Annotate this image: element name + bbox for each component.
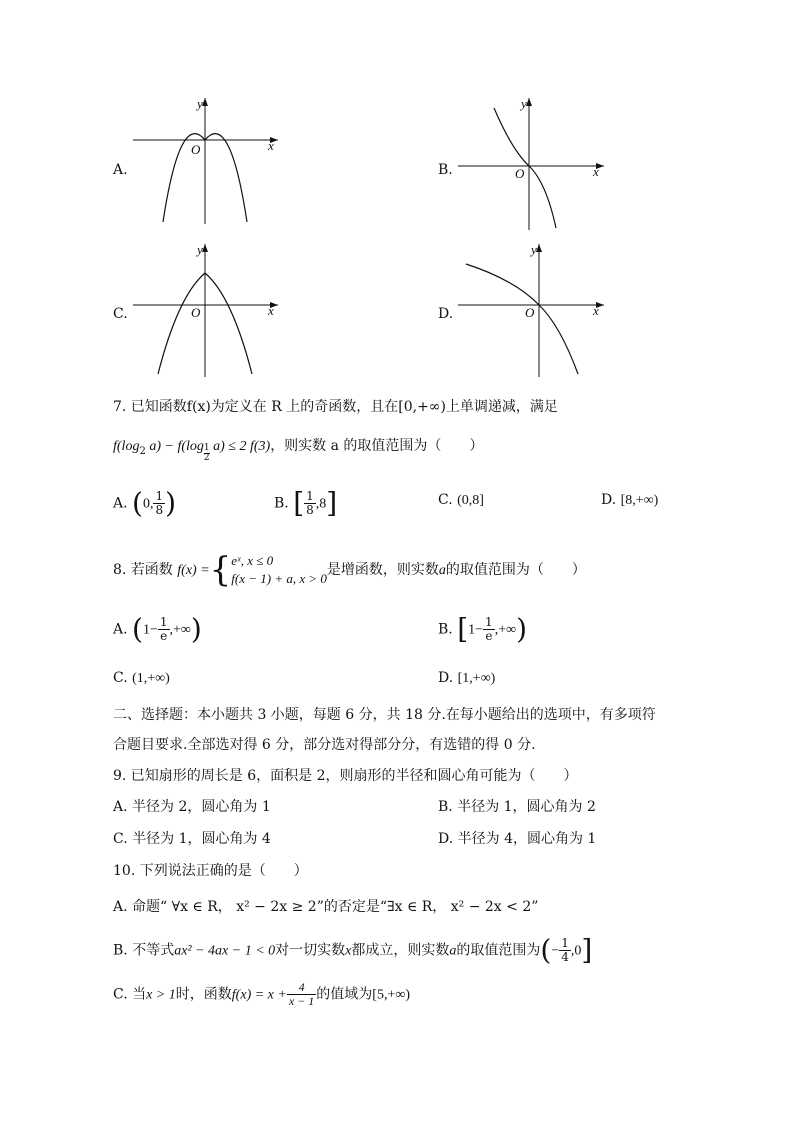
graph-a-o: O [191,142,201,157]
q8-b-num: 1 [485,615,493,629]
q7-subfrac-den: 2 [203,453,210,463]
q10-b-num: 1 [561,936,569,950]
q8-b-rparen: ) [516,612,528,646]
graph-c-label: C. [113,306,128,322]
q7-option-b[interactable] [274,486,338,520]
q10-b-avar: a [449,943,457,959]
q10-c-b: 时，函数 [175,986,232,1003]
q7-a-left: 0, [142,496,154,512]
q10-b-x: x [345,943,352,959]
q7-cond-a: f(log [113,439,140,454]
section2-line1: 二、选择题：本小题共 3 小题，每题 6 分，共 18 分.在每小题给出的选项中，有多项符 [113,707,656,723]
q8-option-a[interactable] [113,612,202,646]
q7-cond-f: a) ≤ 2 f(3) [209,439,271,454]
q8-brace: { [209,550,232,590]
q10-c-cond: x > 1 [146,987,176,1003]
q10-c-range: [5,+∞) [372,987,410,1003]
graph-d-label: D. [438,306,454,322]
q8-b-frac [483,616,495,643]
q8-a-lparen: ( [132,612,143,646]
q10-b-d: 的取值范围为 [456,942,541,959]
q8-b-right: ,+∞ [494,622,517,638]
section2-line2: 合题目要求.全部选对得 6 分，部分选对得部分分，有选错的得 0 分. [113,737,536,753]
q10-c-c: 的值域为 [316,986,373,1003]
q10-b-frac [559,937,571,964]
q8-case1: eˣ, x ≤ 0 [231,553,274,568]
q10-b-c: 都成立，则实数 [351,942,450,959]
q8-a-right: ,+∞ [169,622,191,638]
q9-stem: 9. 已知扇形的周长是 6，面积是 2，则扇形的半径和圆心角可能为（ ） [113,768,578,784]
q7-cond-b: 2 [139,445,146,457]
q8-cases [231,552,327,588]
q7-cond-c: a) − f(log [145,439,204,454]
q8-stem-b: 是增函数，则实数 [326,562,439,578]
graph-d [0,0,794,394]
q10-c-frac [287,981,316,1008]
q7-condition [113,436,483,463]
q8-option-c[interactable] [113,668,170,689]
q8-c-label: C. [113,670,128,686]
q8-a-rparen: ) [190,612,202,646]
q10-b-lparen: ( [540,933,552,967]
graph-c-y: y [197,242,203,257]
q7-d-val: [8,+∞) [620,493,659,508]
q7-a-den: 8 [155,503,164,517]
graph-b-x: x [593,164,599,179]
q7-subfrac-num: 1 [203,443,210,453]
q7-b-right: ,8 [315,496,327,512]
graph-c-o: O [191,305,201,320]
q7-d-label: D. [601,492,617,508]
graph-c-x: x [268,303,274,318]
q8-stem [113,552,586,588]
q7-b-lbracket: [ [293,486,305,520]
q7-option-a[interactable] [113,486,177,520]
graph-b-y: y [521,96,527,111]
q9-option-a[interactable]: A. 半径为 2，圆心角为 1 [113,799,271,815]
q8-b-label: B. [438,621,453,638]
q7-b-rbracket: ] [326,486,338,520]
q8-a-left: 1− [142,622,158,638]
q7-stem: 7. 已知函数f(x)为定义在 R 上的奇函数，且在[0,+∞)上单调递减，满足 [113,399,558,415]
graph-d-svg [0,0,794,390]
curve [466,264,578,374]
q7-b-den: 8 [306,503,314,517]
q8-c-val: (1,+∞) [132,671,170,686]
q9-option-b[interactable]: B. 半径为 1，圆心角为 2 [438,799,596,815]
graph-b-o: O [515,166,525,181]
q8-d-label: D. [438,670,454,686]
q8-b-den: e [485,629,493,643]
q10-b-a: B. 不等式 [113,942,175,959]
q10-option-c[interactable] [113,981,410,1008]
graph-d-o: O [525,305,535,320]
q8-stem-c: 的取值范围为（ ） [445,562,586,578]
q7-c-label: C. [438,492,453,508]
q10-b-expr: ax² − 4ax − 1 < 0 [174,943,276,959]
q10-stem: 10. 下列说法正确的是（ ） [113,863,308,879]
q10-c-den: x − 1 [288,994,315,1008]
q8-a-num: 1 [159,615,168,629]
q7-a-rparen: ) [165,486,177,520]
q7-b-frac [304,490,316,517]
q8-option-b[interactable] [438,612,528,646]
q9-option-d[interactable]: D. 半径为 4，圆心角为 1 [438,831,597,847]
graph-a-x: x [268,138,274,153]
q10-option-a[interactable]: A. 命题“ ∀x ∈ R， x² − 2x ≥ 2”的否定是“∃x ∈ R， x² − 2x < 2” [113,899,539,915]
q10-b-right: ,0 [570,943,582,959]
q7-a-label: A. [113,495,128,512]
q7-a-num: 1 [155,489,164,503]
q8-stem-a: 8. 若函数 [113,562,173,578]
q7-option-d[interactable] [601,490,658,511]
q7-option-c[interactable] [438,490,484,511]
q8-d-val: [1,+∞) [457,671,496,686]
q7-tail: ，则实数 a 的取值范围为（ ） [270,438,484,454]
q7-a-lparen: ( [132,486,143,520]
graph-a-y: y [197,96,203,111]
graph-b-label: B. [438,162,453,178]
q8-a-frac [158,616,170,643]
q10-c-a: C. 当 [113,986,147,1003]
q8-fx: f(x) = [177,563,210,578]
q7-a-frac [153,490,165,517]
graph-a-label: A. [113,162,128,178]
q8-case2: f(x − 1) + a, x > 0 [231,571,327,586]
q10-b-minus: − [551,943,560,959]
q8-b-lbracket: [ [457,612,469,646]
q10-c-num: 4 [287,981,316,995]
q7-c-val: (0,8] [457,493,484,508]
q8-a-label: A. [113,621,128,638]
q10-b-rbracket: ] [581,933,593,967]
q10-c-f: f(x) = x + [231,987,287,1003]
q8-option-d[interactable] [438,668,495,689]
q7-b-num: 1 [306,489,314,503]
q7-b-label: B. [274,495,289,512]
q9-option-c[interactable]: C. 半径为 1，圆心角为 4 [113,831,271,847]
q10-b-den: 4 [561,950,569,964]
q8-b-left: 1− [468,622,484,638]
q10-option-b[interactable] [113,933,593,967]
q8-a: a [438,563,446,578]
q10-b-b: 对一切实数 [275,942,346,959]
graph-d-x: x [593,303,599,318]
graph-d-y: y [531,242,537,257]
q8-a-den: e [160,629,168,643]
